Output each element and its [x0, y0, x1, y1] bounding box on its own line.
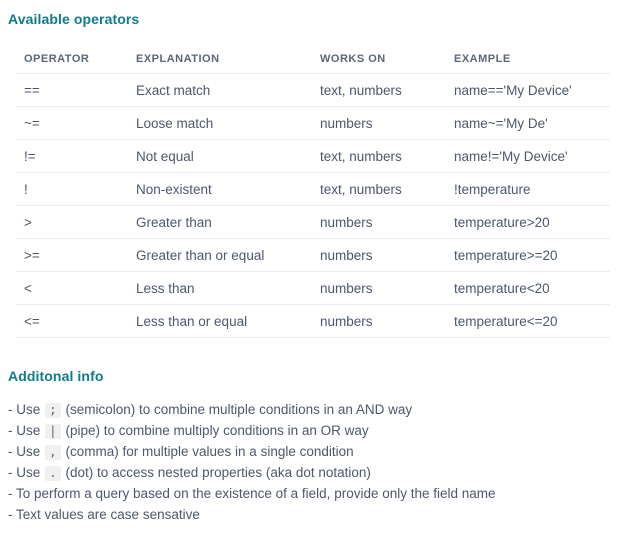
explanation-cell: Exact match: [136, 82, 211, 98]
table-row: [16, 305, 610, 338]
example-cell: name=='My Device': [454, 82, 572, 98]
note-text: - Text values are case sensative: [8, 507, 200, 522]
operator-cell: <=: [24, 313, 40, 329]
inline-code-semicolon: ;: [45, 403, 60, 418]
operator-cell: >: [24, 214, 32, 230]
note-item: [8, 504, 611, 525]
explanation-cell: Greater than or equal: [136, 247, 265, 263]
table-header-row: [16, 44, 610, 74]
example-cell: temperature>20: [454, 214, 550, 230]
note-text: - To perform a query based on the existence of a field, provide only the field name: [8, 486, 496, 501]
example-cell: temperature<20: [454, 280, 550, 296]
table-row: [16, 107, 610, 140]
operator-cell: ==: [24, 82, 40, 98]
note-text: - Use: [8, 444, 41, 459]
explanation-cell: Less than or equal: [136, 313, 248, 329]
column-header-operator: OPERATOR: [24, 52, 90, 65]
operator-cell: !: [24, 181, 28, 197]
operator-cell: <: [24, 280, 32, 296]
note-text: - Use: [8, 402, 41, 417]
example-cell: name~='My De': [454, 115, 548, 131]
notes-list: [8, 399, 611, 525]
note-item: [8, 420, 611, 441]
note-text: (semicolon) to combine multiple conditions in an AND way: [65, 402, 413, 417]
works-on-cell: numbers: [320, 313, 373, 329]
works-on-cell: numbers: [320, 115, 373, 131]
note-text: (comma) for multiple values in a single condition: [65, 444, 354, 459]
table-row: [16, 206, 610, 239]
example-cell: name!='My Device': [454, 148, 568, 164]
works-on-cell: numbers: [320, 214, 373, 230]
note-text: - Use: [8, 465, 41, 480]
note-text: - Use: [8, 423, 41, 438]
table-row: [16, 74, 610, 107]
explanation-cell: Less than: [136, 280, 195, 296]
works-on-cell: text, numbers: [320, 181, 402, 197]
works-on-cell: text, numbers: [320, 82, 402, 98]
column-header-works-on: WORKS ON: [320, 52, 386, 65]
available-operators-heading: Available operators: [8, 11, 140, 27]
operator-cell: ~=: [24, 115, 40, 131]
explanation-cell: Loose match: [136, 115, 214, 131]
note-item: [8, 483, 611, 504]
inline-code-pipe: |: [45, 424, 60, 439]
operators-table: [16, 44, 610, 338]
table-row: [16, 173, 610, 206]
explanation-cell: Non-existent: [136, 181, 212, 197]
column-header-example: EXAMPLE: [454, 52, 511, 65]
explanation-cell: Not equal: [136, 148, 194, 164]
operator-cell: >=: [24, 247, 40, 263]
table-row: [16, 140, 610, 173]
table-row: [16, 239, 610, 272]
note-text: (dot) to access nested properties (aka dot notation): [65, 465, 371, 480]
example-cell: temperature<=20: [454, 313, 558, 329]
explanation-cell: Greater than: [136, 214, 212, 230]
note-text: (pipe) to combine multiply conditions in an OR way: [65, 423, 369, 438]
works-on-cell: numbers: [320, 247, 373, 263]
additional-info-heading: Additonal info: [8, 368, 104, 384]
works-on-cell: text, numbers: [320, 148, 402, 164]
example-cell: temperature>=20: [454, 247, 558, 263]
operator-cell: !=: [24, 148, 36, 164]
example-cell: !temperature: [454, 181, 531, 197]
inline-code-dot: .: [45, 466, 60, 481]
note-item: [8, 399, 611, 420]
works-on-cell: numbers: [320, 280, 373, 296]
column-header-explanation: EXPLANATION: [136, 52, 220, 65]
table-row: [16, 272, 610, 305]
note-item: [8, 441, 611, 462]
note-item: [8, 462, 611, 483]
inline-code-comma: ,: [45, 445, 60, 460]
